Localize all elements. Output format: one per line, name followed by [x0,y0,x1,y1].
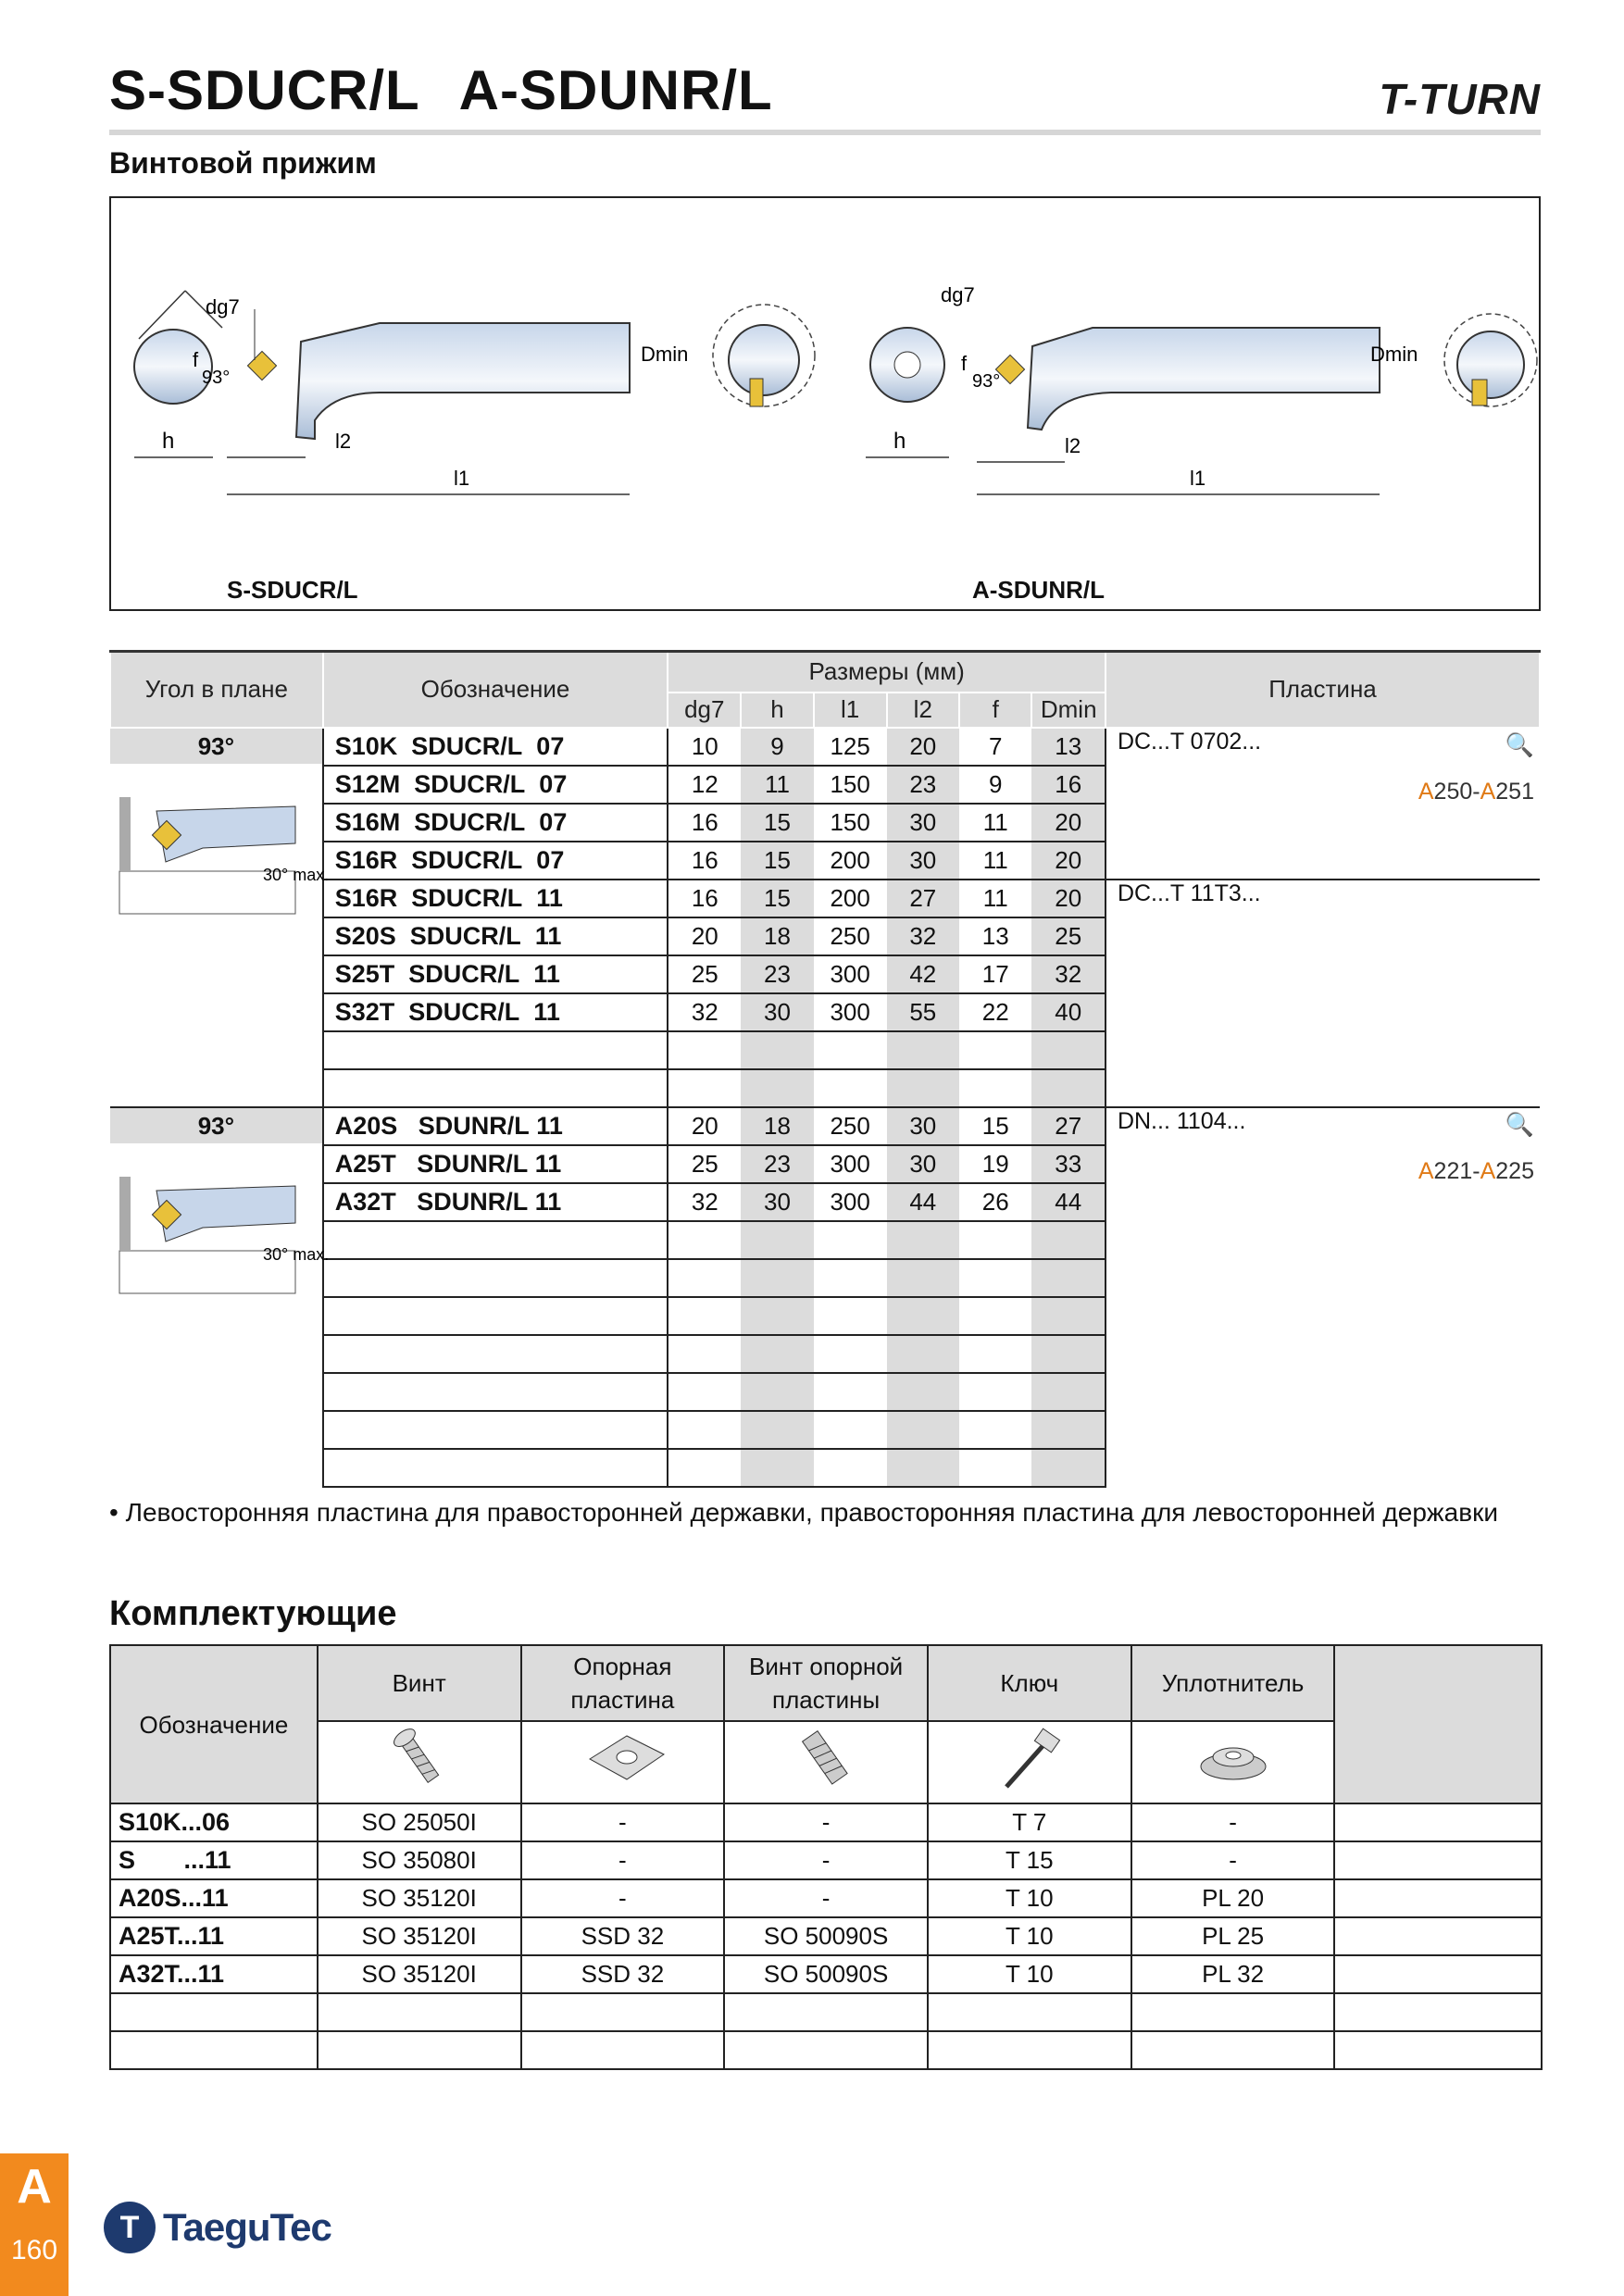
acc-seal: PL 32 [1131,1955,1335,1993]
title-part-1: S-SDUCR/L [109,59,420,121]
acc-shim-screw: - [724,1803,928,1841]
acc-shim: - [521,1803,725,1841]
cell-l2: 30 [887,804,959,842]
acc-designation: A32T...11 [110,1955,318,1993]
cell-h: 30 [741,993,813,1031]
insert-code: DN... 1104... [1117,1107,1246,1134]
page-title [109,59,773,121]
cell-f: 22 [959,993,1031,1031]
cell-dmin: 40 [1031,993,1106,1031]
clearance-sketch [110,1158,330,1325]
cell-dmin: 25 [1031,917,1106,955]
cell-f: 15 [959,1107,1031,1145]
cell-h: 9 [741,728,813,766]
magnifier-icon[interactable]: 🔍 [1505,1111,1534,1138]
clearance-label: 30° max. [263,865,330,884]
designation: S25T SDUCR/L 11 [323,955,668,993]
header-angle: Угол в плане [110,652,323,728]
designation: A32T SDUNR/L 11 [323,1183,668,1221]
cell-d: 25 [668,1145,741,1183]
cell-l1: 300 [814,1145,887,1183]
cell-l1: 200 [814,880,887,917]
acc-screw: SO 25050I [318,1803,521,1841]
acc-row-empty [110,1993,1542,2031]
cell-l2: 27 [887,880,959,917]
label-d-left: dg7 [206,295,240,318]
acc-screw: SO 35120I [318,1917,521,1955]
acc-header-seal: Уплотнитель [1131,1645,1335,1721]
acc-header-shim-screw: Винт опорной пластины [724,1645,928,1721]
label-d-right: dg7 [941,283,975,306]
cell-f: 13 [959,917,1031,955]
label-angle-left: 93° [202,368,231,388]
seal-icon [1131,1721,1335,1803]
acc-shim: SSD 32 [521,1955,725,1993]
insert-left [247,351,276,380]
table-row [110,1107,1540,1145]
acc-designation: S10K...06 [110,1803,318,1841]
boring-bar-right [1028,328,1380,430]
acc-seal: PL 20 [1131,1879,1335,1917]
label-f-left: f [193,348,199,371]
designation: S32T SDUCR/L 11 [323,993,668,1031]
cell-l2: 30 [887,842,959,880]
cell-l1: 125 [814,728,887,766]
acc-key: T 10 [928,1955,1131,1993]
cell-h: 11 [741,766,813,804]
cell-dmin: 33 [1031,1145,1106,1183]
cell-d: 12 [668,766,741,804]
col-f: f [959,693,1031,728]
logo-text: TaeguTec [163,2205,331,2249]
cell-dmin: 27 [1031,1107,1106,1145]
cell-f: 19 [959,1145,1031,1183]
cell-d: 32 [668,1183,741,1221]
title-part-2: A-SDUNR/L [458,59,773,121]
cell-d: 20 [668,917,741,955]
accessories-table [109,1644,1543,2070]
label-h-right: h [893,429,906,454]
col-h: h [741,693,813,728]
acc-screw: SO 35120I [318,1955,521,1993]
cell-d: 16 [668,842,741,880]
dimensions-table [109,650,1541,1488]
page-reference[interactable]: A250-A251 [1418,778,1534,805]
cell-l2: 55 [887,993,959,1031]
label-l2-left: l2 [335,430,352,453]
col-dmin: Dmin [1031,693,1106,728]
designation: S16R SDUCR/L 11 [323,880,668,917]
acc-row [110,1879,1542,1917]
page-reference[interactable]: A221-A225 [1418,1157,1534,1184]
boring-bar-left [296,323,630,439]
cell-l2: 44 [887,1183,959,1221]
acc-header-key: Ключ [928,1645,1131,1721]
acc-screw: SO 35120I [318,1879,521,1917]
cell-h: 15 [741,880,813,917]
acc-key: T 7 [928,1803,1131,1841]
table-row [110,880,1540,917]
header-designation: Обозначение [323,652,668,728]
acc-screw: SO 35080I [318,1841,521,1879]
acc-key: T 10 [928,1917,1131,1955]
cell-h: 18 [741,1107,813,1145]
cell-l1: 250 [814,917,887,955]
acc-row [110,1955,1542,1993]
accessories-title: Комплектующие [109,1594,397,1633]
col-d: dg7 [668,693,741,728]
cell-l2: 30 [887,1145,959,1183]
cell-l2: 30 [887,1107,959,1145]
footnote: • Левосторонняя пластина для правосторонней державки, правосторонняя пластина для левосторонней державки [109,1498,1498,1527]
page-number: 160 [10,2235,58,2265]
cell-dmin: 32 [1031,955,1106,993]
cell-l1: 300 [814,955,887,993]
cell-d: 32 [668,993,741,1031]
label-l1-left: l1 [454,467,470,490]
acc-seal: - [1131,1803,1335,1841]
acc-seal: - [1131,1841,1335,1879]
acc-shim: - [521,1879,725,1917]
cell-l1: 200 [814,842,887,880]
insert-code: DC...T 0702... [1117,728,1262,755]
bar-end-view-left [729,325,799,395]
tool-drawing [111,198,1543,613]
acc-shim-screw: SO 50090S [724,1917,928,1955]
angle-value: 93° [110,1108,322,1143]
logo-icon: T [104,2202,156,2253]
cell-d: 25 [668,955,741,993]
acc-key: T 15 [928,1841,1131,1879]
section-letter: A [17,2160,52,2214]
cell-f: 11 [959,804,1031,842]
cell-f: 11 [959,842,1031,880]
cell-l1: 300 [814,993,887,1031]
acc-designation: S ...11 [110,1841,318,1879]
acc-header-designation: Обозначение [110,1645,318,1803]
cell-dmin: 20 [1031,880,1106,917]
acc-seal: PL 25 [1131,1917,1335,1955]
shim-icon [521,1721,725,1803]
acc-designation: A20S...11 [110,1879,318,1917]
cell-d: 16 [668,880,741,917]
insert-cell-group2 [1106,1107,1540,1487]
cell-h: 15 [741,804,813,842]
tool-diagram [109,196,1541,611]
caption-right-tool: A-SDUNR/L [972,576,1105,604]
insert-code: DC...T 11T3... [1117,880,1261,906]
cell-dmin: 13 [1031,728,1106,766]
cell-d: 20 [668,1107,741,1145]
designation: S20S SDUCR/L 11 [323,917,668,955]
cell-l2: 20 [887,728,959,766]
section-tab [0,2153,69,2296]
label-h-left: h [162,429,175,454]
cell-h: 30 [741,1183,813,1221]
cell-dmin: 20 [1031,842,1106,880]
cell-h: 18 [741,917,813,955]
designation: S16R SDUCR/L 07 [323,842,668,880]
designation: S10K SDUCR/L 07 [323,728,668,766]
cell-d: 10 [668,728,741,766]
cell-l1: 150 [814,766,887,804]
clearance-sketch [110,779,330,945]
cell-l1: 150 [814,804,887,842]
acc-shim: - [521,1841,725,1879]
acc-shim-screw: - [724,1841,928,1879]
angle-cell-group2 [110,1107,330,1487]
label-f-right: f [961,352,968,375]
company-logo [104,2202,331,2253]
clearance-label: 30° max. [263,1244,330,1264]
acc-header-blank [1334,1645,1542,1803]
insert-cell-group1a [1106,728,1540,880]
cell-l2: 32 [887,917,959,955]
acc-shim-screw: SO 50090S [724,1955,928,1993]
shank-end-view-left [134,330,212,404]
acc-header-shim: Опорная пластина [521,1645,725,1721]
col-l2: l2 [887,693,959,728]
title-divider [109,130,1541,135]
screw-icon [318,1721,521,1803]
insert-cell-group1b [1106,880,1540,1107]
acc-row [110,1841,1542,1879]
header-dimensions: Размеры (мм) [668,652,1106,693]
cell-dmin: 20 [1031,804,1106,842]
cell-h: 23 [741,955,813,993]
shim-screw-icon [724,1721,928,1803]
acc-header-screw: Винт [318,1645,521,1721]
cell-f: 9 [959,766,1031,804]
designation: A25T SDUNR/L 11 [323,1145,668,1183]
col-l1: l1 [814,693,887,728]
magnifier-icon[interactable]: 🔍 [1505,731,1534,758]
cell-h: 23 [741,1145,813,1183]
cell-f: 11 [959,880,1031,917]
brand-logo: T-TURN [1379,75,1541,123]
label-dmin-left: Dmin [641,343,689,366]
cell-f: 17 [959,955,1031,993]
label-dmin-right: Dmin [1370,343,1418,366]
header-insert: Пластина [1106,652,1540,728]
label-l1-right: l1 [1190,467,1206,490]
cell-l1: 300 [814,1183,887,1221]
designation: S12M SDUCR/L 07 [323,766,668,804]
designation: S16M SDUCR/L 07 [323,804,668,842]
angle-value: 93° [110,729,322,764]
acc-designation: A25T...11 [110,1917,318,1955]
key-icon [928,1721,1131,1803]
cell-dmin: 16 [1031,766,1106,804]
designation: A20S SDUNR/L 11 [323,1107,668,1145]
cell-l2: 42 [887,955,959,993]
caption-left-tool: S-SDUCR/L [227,576,358,604]
label-l2-right: l2 [1065,434,1081,457]
angle-cell-group1 [110,728,330,1107]
acc-row [110,1917,1542,1955]
acc-shim: SSD 32 [521,1917,725,1955]
subtitle: Винтовой прижим [109,146,377,180]
cell-f: 26 [959,1183,1031,1221]
acc-key: T 10 [928,1879,1131,1917]
acc-row [110,1803,1542,1841]
cell-l1: 250 [814,1107,887,1145]
cell-f: 7 [959,728,1031,766]
acc-shim-screw: - [724,1879,928,1917]
cell-l2: 23 [887,766,959,804]
cell-d: 16 [668,804,741,842]
acc-row-empty [110,2031,1542,2069]
bar-end-view-right [1457,331,1524,398]
cell-dmin: 44 [1031,1183,1106,1221]
cell-h: 15 [741,842,813,880]
label-angle-right: 93° [972,371,1001,392]
table-row [110,728,1540,766]
